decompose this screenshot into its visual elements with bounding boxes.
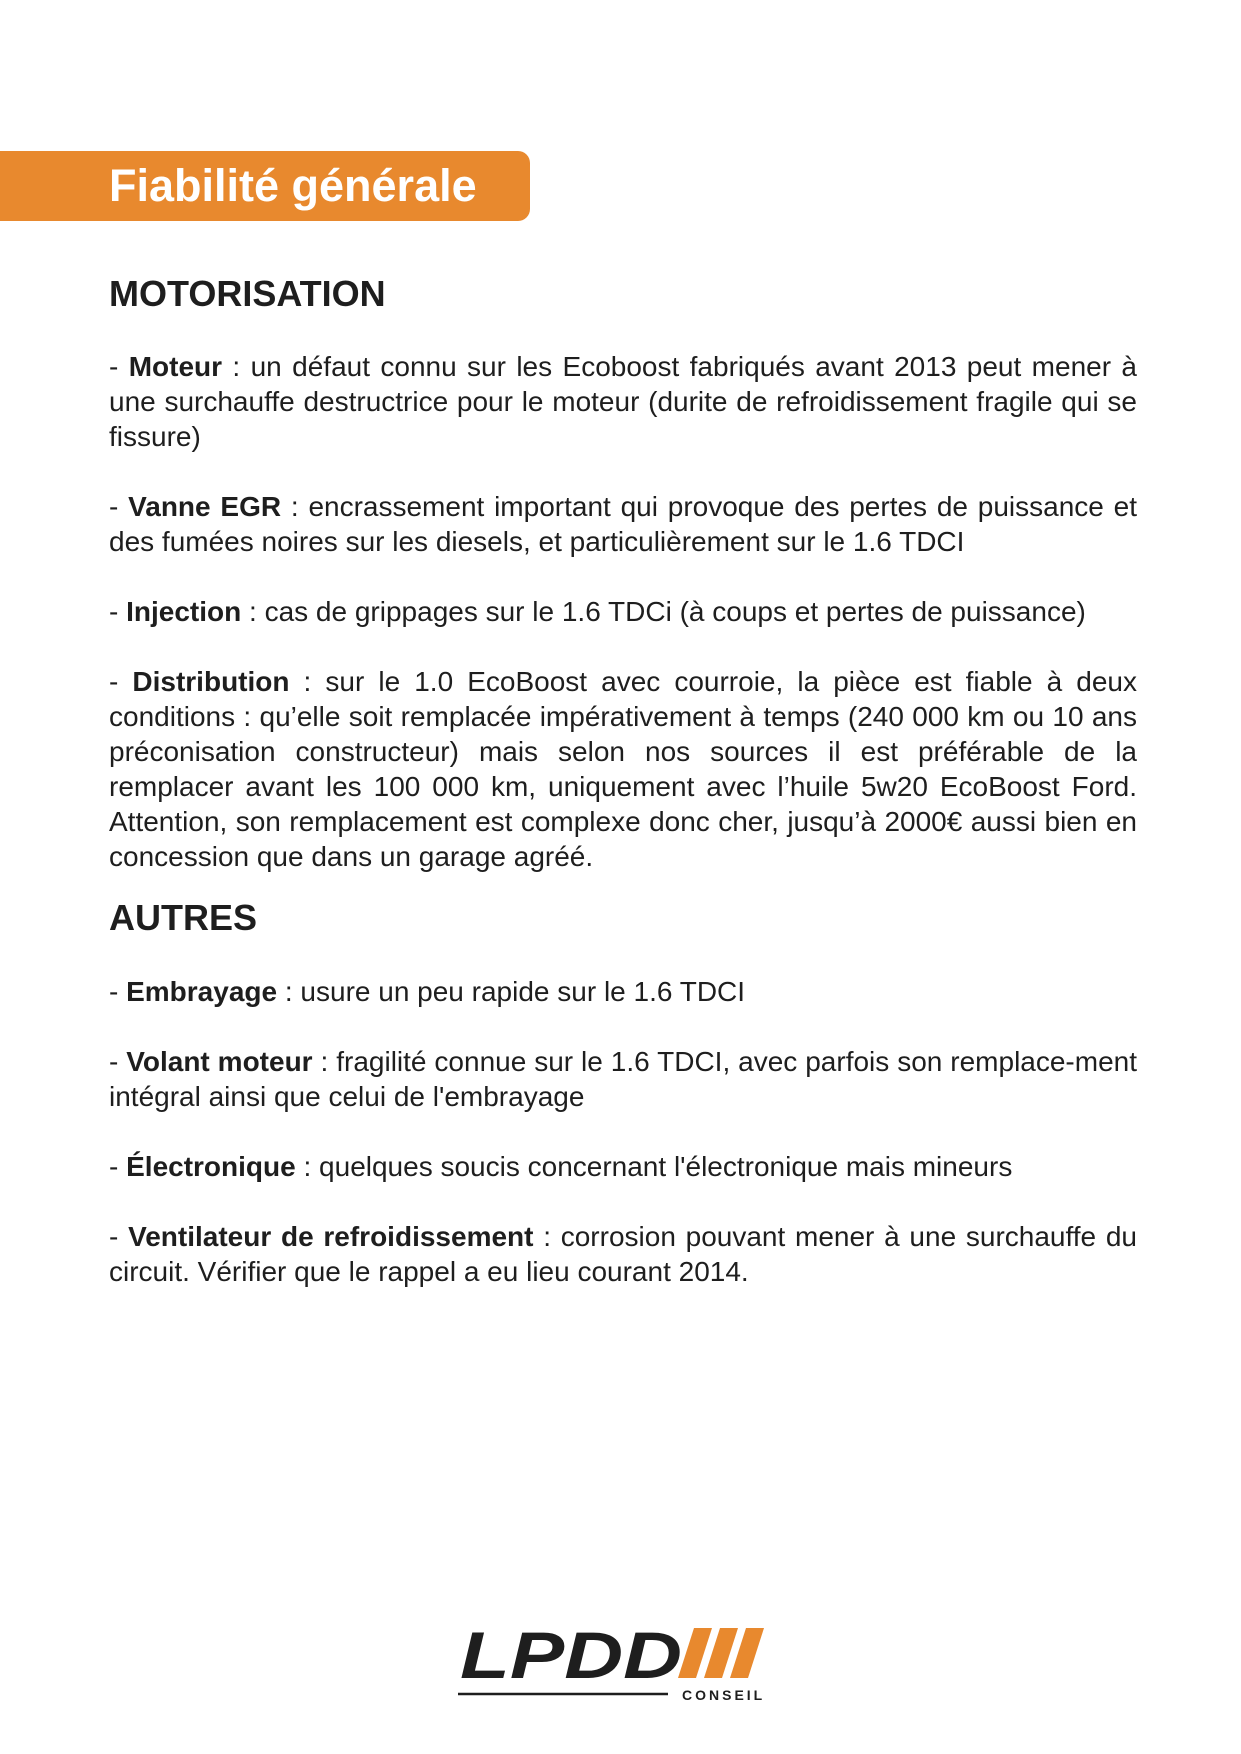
item-ventilateur: - Ventilateur de refroidissement : corrosion pouvant mener à une surchauffe du circuit. Vérifier que le rappel a eu lieu courant 2014. — [109, 1221, 1138, 1287]
item-separator: : — [295, 1151, 320, 1182]
logo-subtitle: CONSEIL — [682, 1687, 766, 1703]
logo-stripes-icon — [678, 1628, 764, 1678]
item-moteur: - Moteur : un défaut connu sur les Ecoboost fabriqués avant 2013 peut mener à une surchauffe destructrice pour le moteur (durite de refroidissement fragile qui se fissure) — [109, 351, 1137, 452]
section-heading-motorisation: MOTORISATION — [109, 273, 386, 314]
item-distribution: - Distribution : sur le 1.0 EcoBoost avec courroie, la pièce est fiable à deux conditions : qu’elle soit remplacée impérativement à temps (240 000 km ou 10 ans préconisation constructeur) mais selon nos sources il est préférable de la remplacer avant les 100 000 km, uniquement avec l’huile 5w20 EcoBoost Ford. Attention, son remplacement est complexe donc cher, jusqu’à 2000€ aussi bien en concession que dans un garage agréé. — [109, 666, 1137, 872]
item-separator: : — [533, 1221, 561, 1252]
item-text: quelques soucis concernant l'électronique mais mineurs — [319, 1151, 1013, 1182]
item-volant-moteur: - Volant moteur : fragilité connue sur le 1.6 TDCI, avec parfois son remplace-ment intégral ainsi que celui de l'embrayage — [109, 1046, 1138, 1112]
section-heading-autres: AUTRES — [109, 897, 258, 938]
item-text: cas de grippages sur le 1.6 TDCi (à coups et pertes de puissance) — [264, 596, 1086, 627]
item-text: usure un peu rapide sur le 1.6 TDCI — [300, 976, 746, 1007]
item-separator: : — [222, 351, 251, 382]
item-vanne-egr: - Vanne EGR : encrassement important qui provoque des pertes de puissance et des fumées noires sur les diesels, et particulièrement sur le 1.6 TDCI — [109, 491, 1137, 557]
item-label: Volant moteur — [126, 1046, 313, 1077]
item-electronique: - Électronique : quelques soucis concernant l'électronique mais mineurs — [109, 1151, 1013, 1182]
item-label: Injection — [126, 596, 242, 627]
item-label: Embrayage — [126, 976, 278, 1007]
item-label: Distribution — [132, 666, 290, 697]
main-content — [109, 272, 1137, 1289]
item-separator: : — [241, 596, 265, 627]
logo-wordmark: LPDD — [460, 1620, 682, 1692]
item-separator: : — [312, 1046, 337, 1077]
item-text: corrosion pouvant mener à une surchauffe du circuit. Vérifier que le rappel a eu lieu courant 2014. — [109, 1221, 1138, 1287]
item-separator: : — [281, 491, 309, 522]
item-embrayage: - Embrayage : usure un peu rapide sur le 1.6 TDCI — [109, 976, 746, 1007]
item-injection: - Injection : cas de grippages sur le 1.6 TDCi (à coups et pertes de puissance) — [109, 596, 1086, 627]
item-separator: : — [277, 976, 301, 1007]
item-label: Électronique — [126, 1151, 296, 1182]
item-text: sur le 1.0 EcoBoost avec courroie, la pièce est fiable à deux conditions : qu’elle soit remplacée impérativement à temps (240 000 km ou 10 ans préconisation constructeur) mais selon nos sources il est préférable de la remplacer avant les 100 000 km, uniquement avec l’huile 5w20 EcoBoost Ford. Attention, son remplacement est complexe donc cher, jusqu’à 2000€ aussi bien en concession que dans un garage agréé. — [109, 666, 1137, 872]
item-text: encrassement important qui provoque des pertes de puissance et des fumées noires sur les diesels, et particulièrement sur le 1.6 TDCI — [109, 491, 1137, 557]
item-separator: : — [289, 666, 326, 697]
title-banner — [0, 151, 530, 221]
item-label: Ventilateur de refroidissement — [128, 1221, 534, 1252]
item-text: fragilité connue sur le 1.6 TDCI, avec parfois son remplace-ment intégral ainsi que celui de l'embrayage — [109, 1046, 1138, 1112]
item-label: Moteur — [128, 351, 223, 382]
item-text: un défaut connu sur les Ecoboost fabriqués avant 2013 peut mener à une surchauffe destructrice pour le moteur (durite de refroidissement fragile qui se fissure) — [109, 351, 1137, 452]
page-title: Fiabilité générale — [109, 160, 477, 211]
lpdd-conseil-logo — [456, 1620, 792, 1706]
item-label: Vanne EGR — [128, 491, 282, 522]
